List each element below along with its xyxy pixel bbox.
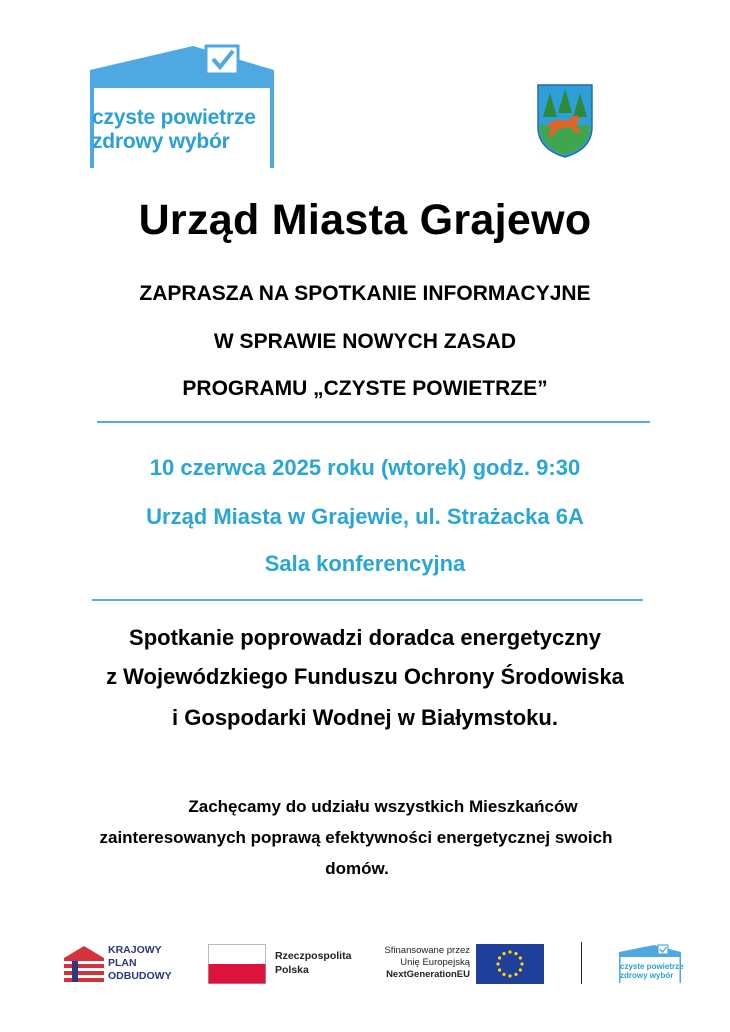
info-line1: Spotkanie poprowadzi doradca energetyczny bbox=[129, 625, 601, 650]
kpo-logo bbox=[64, 944, 184, 984]
kpo-line1: KRAJOWY bbox=[108, 944, 162, 956]
event-room: Sala konferencyjna bbox=[264, 551, 466, 576]
info-line2: z Wojewódzkiego Funduszu Ochrony Środowiska bbox=[106, 664, 624, 689]
event-place: Urząd Miasta w Grajewie, ul. Strażacka 6A bbox=[146, 504, 584, 529]
kpo-line2: PLAN bbox=[108, 957, 137, 969]
subtitle-line2: W SPRAWIE NOWYCH ZASAD bbox=[213, 330, 517, 353]
footer-separator bbox=[581, 942, 582, 984]
rp-logo bbox=[208, 944, 368, 984]
info-line3: i Gospodarki Wodnej w Białymstoku. bbox=[172, 705, 558, 730]
czyste-powietrze-logo bbox=[88, 44, 274, 174]
page-title: Urząd Miasta Grajewo bbox=[138, 196, 592, 244]
mini-logo-line1: czyste powietrze bbox=[620, 962, 684, 971]
invite-line2: zainteresowanych poprawą efektywności energetycznej swoich bbox=[99, 828, 613, 847]
eu-flag-icon bbox=[476, 944, 544, 984]
eu-line3: NextGenerationEU bbox=[386, 969, 470, 980]
grajewo-coat-of-arms bbox=[536, 83, 594, 159]
invite-line1: Zachęcamy do udziału wszystkich Mieszkańców bbox=[188, 797, 578, 816]
logo-text-line2: zdrowy wybór bbox=[92, 130, 230, 153]
coat-of-arms-icon bbox=[536, 83, 594, 159]
logo-text-line1: czyste powietrze bbox=[92, 106, 256, 129]
invite-line3: domów. bbox=[325, 859, 389, 878]
mini-cp-logo bbox=[618, 944, 682, 984]
rp-line2: Polska bbox=[275, 964, 309, 976]
divider-bottom bbox=[92, 599, 643, 601]
kpo-line3: ODBUDOWY bbox=[108, 970, 172, 982]
eu-line1: Sfinansowane przez bbox=[384, 945, 470, 956]
rp-line1: Rzeczpospolita bbox=[275, 950, 352, 962]
subtitle-line3: PROGRAMU „CZYSTE POWIETRZE” bbox=[182, 377, 548, 400]
kpo-emblem-icon bbox=[64, 944, 104, 984]
divider-top bbox=[97, 421, 650, 423]
eu-logo bbox=[374, 944, 544, 984]
polish-flag-icon bbox=[208, 944, 266, 984]
eu-line2: Unię Europejską bbox=[400, 957, 470, 968]
subtitle-line1: ZAPRASZA NA SPOTKANIE INFORMACYJNE bbox=[139, 282, 591, 305]
event-date: 10 czerwca 2025 roku (wtorek) godz. 9:30 bbox=[149, 455, 581, 480]
mini-logo-line2: zdrowy wybór bbox=[620, 971, 674, 980]
